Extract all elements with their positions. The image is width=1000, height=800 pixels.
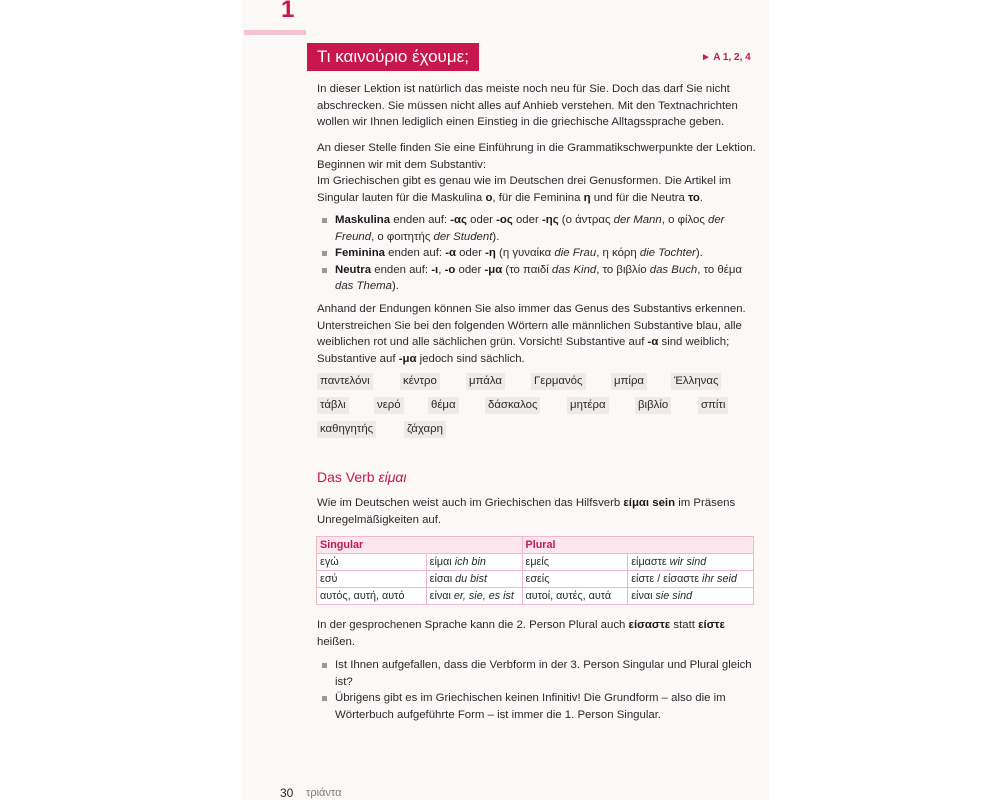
grammar-line-2: Im Griechischen gibt es genau wie im Deutschen drei Genusformen. Die Artikel im Singular lauten für die Maskulina ο, für die Feminina η und für die Neutra το. <box>317 175 732 204</box>
header-plural: Plural <box>522 537 753 554</box>
plural-pronoun: εσείς <box>522 571 628 588</box>
table-row <box>317 554 754 571</box>
word-chip: ζάχαρη <box>404 421 446 438</box>
header-singular: Singular <box>317 537 523 554</box>
word-row <box>317 421 757 445</box>
section-heading: Τι καινούριο έχουμε; <box>307 43 479 71</box>
singular-form: είμαι ich bin <box>426 554 522 571</box>
chapter-number: 1 <box>281 0 295 23</box>
word-chip: κέντρο <box>400 373 440 390</box>
plural-form: είναι sie sind <box>628 588 754 605</box>
word-chip: τάβλι <box>317 397 349 414</box>
spoken-paragraph <box>317 617 757 650</box>
plural-pronoun: αυτοί, αυτές, αυτά <box>522 588 628 605</box>
singular-form: είναι er, sie, es ist <box>426 588 522 605</box>
word-chip: παντελόνι <box>317 373 373 390</box>
gender-item: Neutra enden auf: -ι, -ο oder -μα (το παιδί das Kind, το βιβλίο das Buch, το θέμα das Thema). <box>317 262 757 295</box>
gender-list <box>317 212 757 295</box>
spoken-text: In der gesprochenen Sprache kann die 2. Person Plural auch είσαστε statt είστε heißen. <box>317 619 725 648</box>
gender-list-block <box>317 212 757 295</box>
verb-paragraph <box>317 495 757 528</box>
gender-item: Feminina enden auf: -α oder -η (η γυναίκα die Frau, η κόρη die Tochter). <box>317 245 757 262</box>
word-chip: μπάλα <box>466 373 505 390</box>
word-chip: σπίτι <box>698 397 728 414</box>
table-row <box>317 571 754 588</box>
exercise-reference: ► A 1, 2, 4 <box>701 52 751 63</box>
word-row <box>317 373 757 397</box>
word-chip: Γερμανός <box>531 373 586 390</box>
word-chip: βιβλίο <box>635 397 671 414</box>
gender-item: Maskulina enden auf: -ας oder -ος oder -ης (ο άντρας der Mann, ο φίλος der Freund, ο φοιτητής der Student). <box>317 212 757 245</box>
word-chip: μητέρα <box>567 397 609 414</box>
exercise-text: Anhand der Endungen können Sie also immer das Genus des Substantivs erkennen. Unterstreichen Sie bei den folgenden Wörtern alle männlichen Substantive blau, alle weiblichen rot und alle sächlichen grün. Vorsicht! Substantive auf -α sind weiblich; Substantive auf -μα jedoch sind sächlich. <box>317 303 746 365</box>
word-chip: μπίρα <box>611 373 647 390</box>
intro-text: In dieser Lektion ist natürlich das meiste noch neu für Sie. Doch das darf Sie nicht abschrecken. Sie müssen nicht alles auf Anhieb verstehen. Mit den Textnachrichten wollen wir Ihnen lediglich einen Einstieg in die griechische Alltagssprache geben. <box>317 83 738 128</box>
article-neuter: το <box>688 191 700 204</box>
exercise-paragraph <box>317 301 757 367</box>
word-exercise <box>317 373 757 445</box>
plural-form: είστε / είσαστε ihr seid <box>628 571 754 588</box>
note-item: Übrigens gibt es im Griechischen keinen Infinitiv! Die Grundform – also die im Wörterbuch aufgeführte Form – ist immer die 1. Person Singular. <box>317 690 757 723</box>
plural-pronoun: εμείς <box>522 554 628 571</box>
notes-block <box>317 657 757 723</box>
page-number: 30 <box>280 786 294 800</box>
singular-pronoun: εγώ <box>317 554 427 571</box>
article-masculine: ο <box>485 191 493 204</box>
singular-pronoun: εσύ <box>317 571 427 588</box>
intro-paragraph <box>317 81 757 131</box>
grammar-paragraph <box>317 140 757 206</box>
table-header-row <box>317 537 754 554</box>
chapter-rule <box>244 30 306 35</box>
table-row <box>317 588 754 605</box>
page-number-word: τριάντα <box>306 787 342 799</box>
word-chip: θέμα <box>428 397 459 414</box>
word-row <box>317 397 757 421</box>
verb-text: Wie im Deutschen weist auch im Griechischen das Hilfsverb είμαι sein im Präsens Unregelmäßigkeiten auf. <box>317 497 736 526</box>
word-chip: καθηγητής <box>317 421 376 438</box>
word-chip: νερό <box>374 397 404 414</box>
note-item: Ist Ihnen aufgefallen, dass die Verbform in der 3. Person Singular und Plural gleich ist? <box>317 657 757 690</box>
article-feminine: η <box>583 191 591 204</box>
plural-form: είμαστε wir sind <box>628 554 754 571</box>
grammar-line-1: An dieser Stelle finden Sie eine Einführung in die Grammatikschwerpunkte der Lektion. Beginnen wir mit dem Substantiv: <box>317 142 756 171</box>
notes-list <box>317 657 757 723</box>
word-chip: δάσκαλος <box>485 397 540 414</box>
verb-heading: Das Verb είμαι <box>317 469 407 485</box>
singular-form: είσαι du bist <box>426 571 522 588</box>
conjugation-table <box>316 536 754 605</box>
word-chip: Έλληνας <box>671 373 721 390</box>
singular-pronoun: αυτός, αυτή, αυτό <box>317 588 427 605</box>
